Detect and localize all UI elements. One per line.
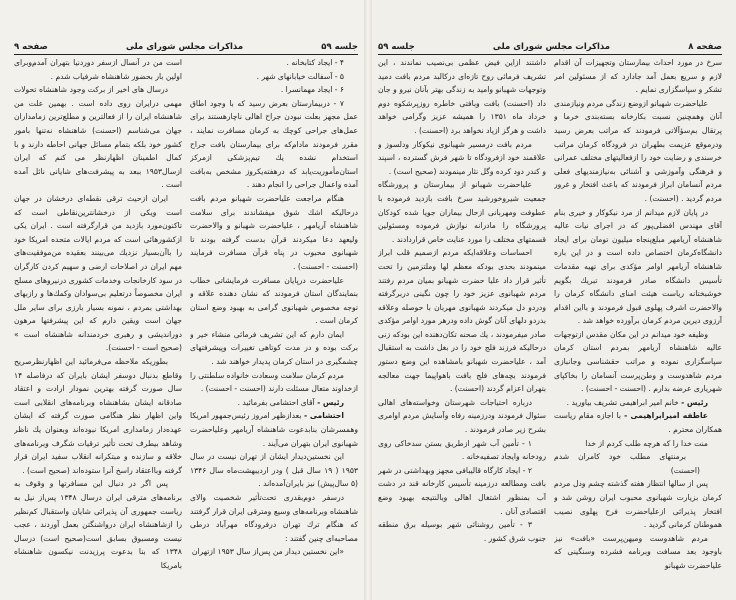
page-number: صفحه ۹	[14, 42, 48, 52]
paragraph-text: ۳ - تأمین روشنائی شهر بوسیله برق منطقه جنوب شرق کشور .	[378, 520, 546, 543]
paragraph	[378, 396, 546, 437]
paragraph-text: ۵ - آسفالت خیابانهای شهر .	[256, 71, 344, 81]
paragraph	[190, 83, 358, 97]
paragraph-text: در پایان لازم میدانم از مرد نیکوکار و خیری بنام آقای مهندس افضلی‌پور که در اجرای نیات عالیه شاهنشاه آریامهر مبلغ‌پنجاه میلیون تومان برای ایجاد دانشگاه‌کرمان اختصاص داده است و در این باره شاهنشاه آریامهر اوامر مؤکدی برای تهیه مقدمات تأسیس دانشگاه صادر فرمودند تبریك بگویم خوشبختانه ریاست هیئت امنای دانشگاه کرمان را والاحضرت اشرف پهلوی قبول فرمودند و بااین اقدام آرزوی دیرین مردم کرمان برآورده خواهد شد .	[554, 207, 722, 326]
session-number: جلسه ۵۹	[321, 42, 358, 52]
text-columns	[14, 56, 358, 570]
paragraph-text: با اجازه مقام ریاست همکاران محترم .	[554, 411, 722, 435]
paragraph-text: بطوریکه ملاحظه می‌فرمائید این اظهارنظرصریح وقاطع بدنبال دوسفر ایشان بایران که درفاصله ۱۴ سال صورت گرفته بهترین نمودار ارادت و اعتقاد صادقانه ایشان بشاهنشاه وبرنامه‌های انقلابی است واین اظهار نظر هنگامی صورت گرفته که ایشان عهده‌دار زمامداری امریکا نبوده‌اند وبعنوان یك ناظر وشاهد بیطرف تحت تأثیر ترقیات شگرف وبرنامه‌های خلاقه و سازنده و مبتکرانه انقلاب سفید ایران قرار گرفته وبااعتقاد راسخ آنرا ستوده‌اند (صحیح است) .	[14, 357, 182, 475]
paragraph-text: است من در آنسال ازسفر دوردنیا بتهران آمدم‌وبرای اولین بار بحضور شاهنشاه شرفیاب شدم .	[14, 58, 182, 81]
page-header	[14, 38, 358, 55]
paragraph-text: ۶ - ایجاد مهمانسرا .	[280, 85, 344, 95]
paragraph-text: درسال های اخیر از برکت وجود شاهنشاه تحولات مهمی درایران روی داده است . بهمین علت من شاهنشاه ایران را از فعالترین و مطلع‌ترین زمامداران جهان می‌شناسم (احسنت) شاهنشاه نه‌تنها بامور کشور خود بلکه بتمام مسائل جهانی احاطه دارند و با کمال اطمینان اظهارنظر می کنم که ایران ازسال۱۹۵۳ ببعد به پیشرفت‌های شایانی نائل آمده است .	[14, 85, 182, 190]
paragraph-text: «این نخستین دیدار من پس‌از سال ۱۹۵۳ ازتهران	[191, 547, 344, 557]
paragraph-text: این نخستین‌دیدار ایشان از تهران نیست در سال ۱۹۵۳ ( ۱۹ سال قبل ) ودر اردیبهشت‌ماه سال ۱۳۴۶ (۵ سال‌پیش) نیز بایران‌آمده‌اند .	[190, 452, 358, 489]
paragraph-text: سرخ در مورد احداث بیمارستان وتجهیزات آن اقدام لازم و سریع بعمل آمد جادارد که از مسئولین امر تشکر و سپاسگزاری نمایم .	[554, 58, 722, 95]
column-left	[14, 56, 182, 570]
paragraph-text: ایمان دارم که این تشریف فرمائی منشاء خیر و برکت بوده و در مدت کوتاهی تغییرات وپیشرفتهای چشمگیری در استان کرمان پدیدار خواهند شد .	[190, 329, 358, 367]
paragraph-text: ایران ازحیث ترقی نقطه‌ای درخشان در جهان است ویکی از درخشانترین‌نقاطی است که تاکنون‌مورد بازدید من قرارگرفته است . ایران یکی ازکشورهائی است که مردم ایالات متحده امریکا خود را باآن‌بسیار نزدیك می‌بینند بعقیده من‌موفقیت‌های مهم ایران در اصلاحات ارضی و سهیم کردن کارگران در سود کارخانجات وخدمات کشوری درنیروهای مسلح ایران مخصوصاً درتعلیم بی‌سوادان وکمك‌ها و رازبهای بهداشتی بمردم ، نمونه بسیار بارزی برای سایر ملل جهان است ویقین دارم که این پیشرفتها مرهون دوراندیشی و رهبری خردمندانه شاهنشاه است » (صحیح است - احسنت).	[14, 193, 182, 353]
paragraph	[378, 518, 546, 545]
paragraph	[14, 355, 182, 477]
paragraph-text: بعدازظهر امروز رئیس‌جمهور امریکا وهمسرشان بنابدعوت شاهنشاه آریامهر وعلیاحضرت شهبانوی ایران بتهران می‌آیند .	[190, 411, 358, 448]
paragraph	[190, 274, 358, 328]
speech-paragraph	[190, 396, 358, 410]
paragraph	[190, 328, 358, 369]
paragraph	[554, 477, 722, 531]
page-header	[378, 38, 722, 55]
paragraph	[190, 56, 358, 70]
book-gutter	[364, 0, 372, 600]
paragraph	[378, 56, 546, 138]
paragraph	[554, 206, 722, 328]
paragraph-text: علیاحضرت شهبانو ازوضع زندگی مردم ونیازمندی آنان وهمچنین نسبت بکارخانه بسته‌بندی خرما و پرتقال بم‌سؤآلاتی فرمودند که مراتب بعرض رسید ودرموقع عزیمت بطهران در فرودگاه کرمان مراتب خرسندی و رضایت خود را ازفعالیتهای مختلف عمرانی و فرهنگی وآموزشی و آشنائی به‌نیازمندیهای فعلی مردم آنسامان ابراز فرمودند که باعث افتخار و غرور مردم گردید . (احسنت) .	[554, 98, 722, 203]
page-8	[368, 0, 736, 600]
paragraph-text: پس اگر در دنبال این مسافرتها و وقوف به برنامه‌های مترقی ایران درسال ۱۳۴۸ پس‌از نیل به ریاست جمهوری آن پذیرائی شایان واستقبال کم‌نظیر را ازشاهنشاه ایران درواشنگتن بعمل آوردند ، عجب نیست ومسبوق بسابق است(صحیح است) درسال ۱۳۴۸ که بنا بدعوت پرزیدنت نیکسون شاهنشاه بامریکا	[14, 479, 182, 570]
paragraph-text: مردم کرمان سلامت وسعادت خانواده سلطنتی را ازخداوند متعال مسئلت دارند (احسنت - احسنت) .	[190, 370, 358, 394]
speaker-name: رئیس -	[317, 397, 344, 407]
paragraph	[554, 97, 722, 206]
paragraph	[378, 437, 546, 464]
paragraph	[554, 532, 722, 570]
paragraph-text: درسفر دوم‌بقدری تحت‌تأثیر شخصیت والای شاهنشاه وبرنامه‌های وسیع ومترقی ایران قرار گرفتند که هنگام ترك تهران درفرودگاه مهرآباد درطی مصاحبه‌ای چنین گفتند :	[190, 493, 358, 543]
poem-verse: برمنتهای مطلب خود کامران شدم (احسنت)	[554, 452, 700, 475]
text-columns	[378, 56, 722, 570]
paragraph	[14, 83, 182, 192]
paragraph	[554, 328, 722, 396]
paragraph-text: علیاحضرت شهبانو از بیمارستان و پرورشگاه جمعیت شیروخورشید سرخ بافت بازدید فرموده با عطوفت ومهربانی ازحال بیماران جویا شده کودکان پرورشگاه را مادرانه نوازش فرموده ومسئولین قسمتهای مختلف را مورد عنایت خاص قراردادند .	[378, 180, 546, 244]
paragraph-text: وظیفه خود میدانم در این مکان مقدس ازتوجهات عالیه شاهنشاه آریامهر بمردم استان کرمان سپاسگزاری نموده و مراتب حقشناسی وجانبازی مردم شاهدوست و وطن‌پرست آنسامان را بخاکپای شهریاری عرضه بدارم . (احسنت - احسنت) .	[554, 329, 722, 394]
paragraph-text: ۲ - ایجاد کارگاه قالیبافی مجهز وبهداشتی در شهر بافت ومطالعه درزمینه تأسیس کارخانه قند در دشت آب بمنظور اشتغال اهالی وبالنتیجه بهبود وضع اقتصادی آنان .	[378, 465, 546, 516]
paragraph	[378, 178, 546, 246]
paragraph	[190, 97, 358, 192]
speech-paragraph	[554, 396, 722, 410]
speaker-name: عاطفه امیرابراهیمی -	[624, 411, 708, 421]
column-left	[378, 56, 546, 570]
paragraph	[554, 56, 722, 97]
paragraph	[190, 70, 358, 84]
speech-paragraph	[190, 409, 358, 450]
paragraph	[190, 369, 358, 396]
publication-title: مذاکرات مجلس شورای ملی	[492, 42, 611, 52]
speaker-name: رئیس -	[681, 397, 708, 407]
speaker-name: احتشامی -	[303, 411, 344, 421]
column-right	[554, 56, 722, 570]
paragraph-text: ۷ - دربیمارستان بعرض رسید که با وجود اطاق عمل مجهز بعلت نبودن جراح اهالی ناچارهستند برای عمل‌های جراحی کوچك به کرمان مسافرت نمایند ، مقرر فرمودند مادام‌که برای بیمارستان بافت جراح استخدام نشده یك تیم‌پزشکی ازمرکز استان‌مأموریت‌یابد که درهفته‌یکروز مشخص به‌بافت آمده واعمال جراحی را انجام دهند .	[190, 98, 358, 190]
paragraph	[14, 192, 182, 355]
paragraph	[378, 464, 546, 518]
paragraph-text: ۴ - ایجاد کتابخانه .	[286, 58, 344, 67]
column-right	[190, 56, 358, 570]
paragraph	[378, 138, 546, 179]
poem-verse: منت خدا را که هرچه طلب کردم از خدا	[585, 438, 708, 448]
paragraph-text: احساسات وعلاقه‌ایکه مردم ازصمیم قلب ابراز مینمودند بحدی بودکه معظم لها وملتزمین را تحت تأثیر قرار داد علیا حضرت شهبانو بمیان مردم رفتند مردم شهبانوی عزیز خود را چون نگینی دربرگرفته ودردو دل میکردند شهبانوی مهربان با حوصله وعلاقه بدردو دلهای آنان گوش داده ودرهر مورد اوامر مؤکدی صادر میفرمودند ، یك صحنه تکان‌دهنده این بودکه زنی درحالیکه فرزند فلج خود را در بغل داشت به استقبال آمد ، علیاحضرت شهبانو بامشاهده این وضع دستور فرمودند بچه‌های فلج بافت باهواپیما جهت معالجه بتهران اعزام گردند (احسنت) .	[378, 248, 546, 394]
paragraph-text: داشتند ازاین فیض عظمی بی‌نصیب نماندند ، این تشریف فرمائی روح تازه‌ای درکالبد مردم بافت دمید وتوجهات شهبانو وامید به زندگی بهتر بآنان نیرو و جان داد (احسنت) بافت وبافتی خاطره روزپرشکوه دوم خرداد ماه ۱۳۵۱ را همیشه عزیز وگرامی خواهد داشت و هرگز ازیاد نخواهد برد (احسنت) .	[378, 58, 546, 135]
paragraph-text: پس از سالها انتظار هفته گذشته چشم ودل مردم کرمان بزیارت شهبانوی محبوب ایران روشن شد و افتخار پذیرائی ازعلیاحضرت فرح پهلوی نصیب هموطنان کرمانی گردید .	[554, 479, 722, 530]
paragraph-text: هنگام مراجعت علیاحضرت شهبانو مردم بافت درحالیکه اشك شوق میفشاندند برای سلامت شاهنشاه آریامهر ، علیاحضرت شهبانو و والاحضرت ولیعهد دعا میکردند قرآن بدست گرفته بودند تا شهبانوی محبوب در پناه قرآن مسافرت فرمایند (احسنت - احسنت) .	[190, 193, 358, 271]
publication-title: مذاکرات مجلس شورای ملی	[125, 42, 244, 52]
paragraph	[190, 192, 358, 274]
paragraph	[190, 545, 358, 559]
page-number: صفحه ۸	[688, 42, 722, 52]
paragraph	[190, 450, 358, 491]
paragraph	[14, 56, 182, 83]
paragraph-text: مردم شاهدوست ومیهن‌پرست «بافت» نیز باوجود بعد مسافت وبرنامه فشرده وسنگینی که علیاحضرت شهبانو	[554, 533, 722, 570]
speech-paragraph	[554, 409, 722, 436]
paragraph	[14, 477, 182, 570]
session-number: جلسه ۵۹	[378, 42, 415, 52]
paragraph	[190, 491, 358, 545]
paragraph-text: آقای احتشامی بفرمائید .	[237, 397, 315, 407]
paragraph-text: درباره احتیاجات شهرستان وخواسته‌های اهالی سئوال فرمودند ودرزمینه رفاه وآسایش مردم اوامری بشرح زیر صادر فرمودند .	[378, 397, 546, 435]
paragraph-text: مردم بافت درمسیر شهبانوی نیکوکار ودلسوز و علاقمند خود ازفرودگاه تا شهر فرش گسترده ، اسپند و کندر دود کرده وگل نثار مینمودند (صحیح است) .	[378, 139, 546, 176]
paragraph-text: خانم امیر ابراهیمی تشریف بیاورید .	[566, 397, 679, 407]
paragraph	[378, 246, 546, 396]
paragraph-text: علیاحضرت درپایان مسافرت فرمایشاتی خطاب بنمایندگان استان فرمودند که نشان دهنده علاقه و توجه مخصوص شهبانوی گرامی به بهبود وضع استان کرمان است .	[190, 275, 358, 326]
paragraph-text: ۱ - تأمین آب شهر ازطریق بستن سدخاکی روی رودخانه وایجاد تصفیه‌خانه .	[378, 438, 546, 462]
